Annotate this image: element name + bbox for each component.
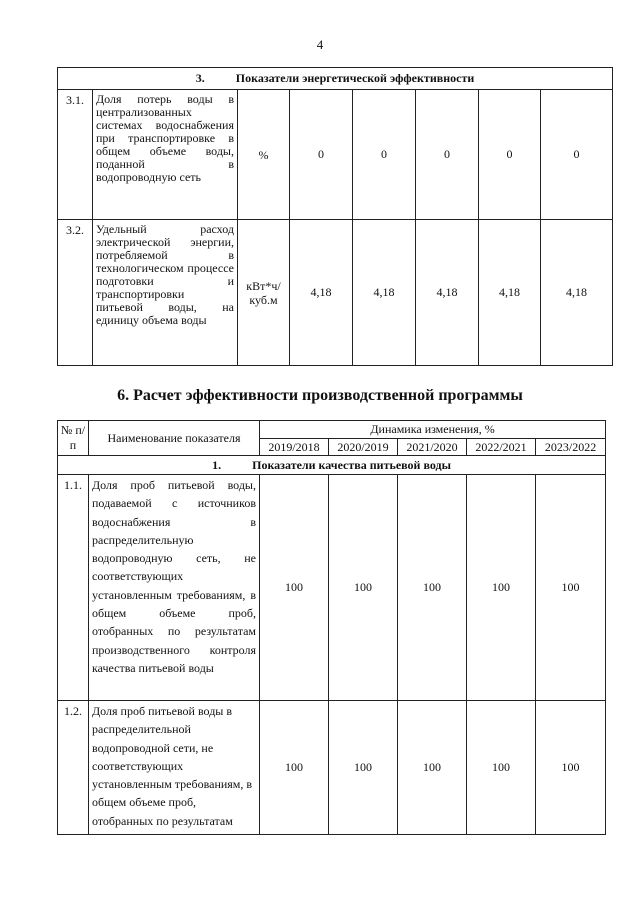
unit-cell: кВт*ч/ куб.м xyxy=(238,220,290,366)
section-number: 1. xyxy=(212,457,222,472)
value-cell: 100 xyxy=(398,701,467,835)
year-header: 2022/2021 xyxy=(467,439,536,456)
value-cell: 4,18 xyxy=(353,220,416,366)
row-number: 3.2. xyxy=(58,220,93,366)
year-header: 2020/2019 xyxy=(329,439,398,456)
row-number: 1.2. xyxy=(58,701,89,835)
value-cell: 100 xyxy=(329,475,398,701)
value-cell: 100 xyxy=(260,701,329,835)
value-cell: 100 xyxy=(536,701,606,835)
indicator-name: Доля проб питьевой воды, подаваемой с источников водоснабжения в распределительную водопроводную сеть, не соответствующих установленным требованиям, в общем объеме проб, отобранных по результатам производственного контроля качества питьевой воды xyxy=(89,475,260,701)
energy-efficiency-table xyxy=(57,67,613,366)
value-cell: 4,18 xyxy=(416,220,479,366)
table-row xyxy=(58,220,613,366)
value-cell: 100 xyxy=(329,701,398,835)
indicator-name: Удельный расход электрической энергии, потребляемой в технологическом процессе подготовки и транспортировки питьевой воды, на единицу объема воды xyxy=(93,220,238,366)
year-header: 2019/2018 xyxy=(260,439,329,456)
efficiency-dynamics-table xyxy=(57,420,606,835)
section-number: 3. xyxy=(195,71,205,85)
table-row xyxy=(58,701,606,835)
dynamics-header: Динамика изменения, % xyxy=(260,421,606,439)
value-cell: 4,18 xyxy=(479,220,541,366)
indicator-name: Доля проб питьевой воды в распределительной водопроводной сети, не соответствующих установленным требованиям, в общем объеме проб, отобранных по результатам xyxy=(89,701,260,835)
value-cell: 100 xyxy=(467,475,536,701)
col-name-header: Наименование показателя xyxy=(89,421,260,456)
year-header: 2023/2022 xyxy=(536,439,606,456)
section-title: Показатели качества питьевой воды xyxy=(252,457,451,472)
year-header: 2021/2020 xyxy=(398,439,467,456)
page-number: 4 xyxy=(316,37,324,52)
value-cell: 0 xyxy=(353,90,416,220)
section-heading: 6. Расчет эффективности производственной программы xyxy=(117,387,523,404)
indicator-name: Доля потерь воды в централизованных системах водоснабжения при транспортировке в общем объеме воды, поданной в водопроводную сеть xyxy=(93,90,238,220)
value-cell: 4,18 xyxy=(541,220,613,366)
header-row xyxy=(58,421,606,439)
value-cell: 0 xyxy=(479,90,541,220)
value-cell: 0 xyxy=(290,90,353,220)
unit-cell: % xyxy=(238,90,290,220)
value-cell: 100 xyxy=(536,475,606,701)
section-header-row xyxy=(58,68,613,90)
value-cell: 0 xyxy=(416,90,479,220)
value-cell: 100 xyxy=(260,475,329,701)
value-cell: 4,18 xyxy=(290,220,353,366)
section-header-row xyxy=(58,456,606,475)
table-row xyxy=(58,90,613,220)
table-row xyxy=(58,475,606,701)
value-cell: 100 xyxy=(398,475,467,701)
section-title: Показатели энергетической эффективности xyxy=(235,71,475,85)
col-num-header: № п/п xyxy=(58,421,89,456)
value-cell: 0 xyxy=(541,90,613,220)
row-number: 3.1. xyxy=(58,90,93,220)
value-cell: 100 xyxy=(467,701,536,835)
row-number: 1.1. xyxy=(58,475,89,701)
